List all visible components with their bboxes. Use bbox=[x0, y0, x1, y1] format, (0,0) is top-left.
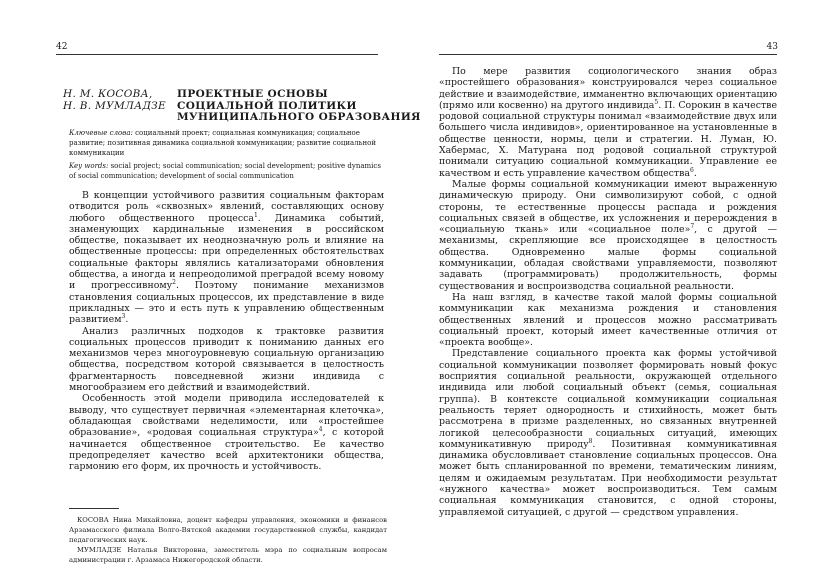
paragraph-text: , с которой начинается общественное строительство. Ее качество предопределяет качество всей архитектоники общества, гармонию его форм, их прочность и устойчивость. bbox=[69, 427, 385, 473]
paragraph-text: , с другой — механизмы, скрепляющие все происходящее в целостность общества. Одновременно малые формы социальной коммуникации, обладая свойствами управляемости, позволяют задавать (программировать) продолжительность, формы существования и воспроизводства социальной реальности. bbox=[439, 224, 778, 292]
footnote-ref: 1 bbox=[253, 211, 258, 219]
paragraph-text: . Динамика событий, знаменующих кардинальные изменения в российском обществе, показывает их неоднозначную роль и влияние на общественные процессы: при определенных обстоятельствах социальные факторы являлись катализаторами обновления общества, а иногда и непреодолимой преградой всему новому и прогрессивному bbox=[69, 212, 384, 292]
body-paragraph bbox=[69, 393, 384, 472]
footnote-ref: 5 bbox=[654, 98, 659, 106]
body-paragraph bbox=[439, 179, 777, 292]
paragraph-text: На наш взгляд, в качестве такой малой формы социальной коммуникации как механизма рождения и становления общественных явлений и процессов можно рассматривать социальный проект, который имеет качественные отличия от «проекта вообще». bbox=[439, 291, 777, 349]
keywords-label: Key words: bbox=[69, 162, 109, 170]
author-name: Н. М. КОСОВА, bbox=[63, 88, 153, 100]
paragraph-text: . bbox=[693, 167, 697, 179]
footnote-rule bbox=[69, 508, 119, 509]
title-line: СОЦИАЛЬНОЙ ПОЛИТИКИ bbox=[177, 99, 357, 112]
author-footnotes bbox=[69, 515, 387, 565]
paragraph-text: . П. Сорокин в качестве родовой социальной структуры понимал «взаимодействие двух или большего числа индивидов», ориентированное на установленные в обществе ценности, нормы, цели и стратегии. Н. Луман, Ю. Хабермас, Х. Матурана под родовой социальной структурой понимали ситуацию социальной коммуникации. Управление ее качеством и есть управление качеством общества bbox=[439, 99, 777, 179]
author-name: Н. В. МУМЛАДЗЕ bbox=[63, 99, 166, 112]
title-line: ПРОЕКТНЫЕ ОСНОВЫ bbox=[177, 88, 328, 100]
left-body-text bbox=[69, 190, 384, 472]
keywords-text: social project; social communication; social development; positive dynamics of social communication; development of social communication bbox=[69, 162, 381, 180]
article-title bbox=[177, 88, 421, 124]
paragraph-text: Малые формы социальной коммуникации имеют выраженную динамическую природу. Они символизируют собой, с одной стороны, те естественные процессы распада и рождения социальных связей в обществе, их усложнения и перерождения в «социальную ткань» или «социальное поле» bbox=[439, 178, 777, 236]
article-authors bbox=[63, 89, 166, 112]
header-rule-left bbox=[56, 54, 378, 55]
right-page bbox=[410, 0, 820, 580]
page-number-left: 42 bbox=[56, 42, 68, 52]
footnote-ref: 8 bbox=[588, 437, 593, 445]
right-body-text bbox=[439, 66, 777, 518]
body-paragraph bbox=[439, 348, 777, 517]
footnote-ref: 4 bbox=[318, 426, 323, 434]
footnote-ref: 6 bbox=[689, 166, 694, 174]
author-footnote: МУМЛАДЗЕ Наталья Викторовна, заместитель мэра по социальным вопросам администрации г. Арзамаса Нижегородской области. bbox=[69, 546, 387, 564]
body-paragraph bbox=[69, 190, 384, 326]
page-number-right: 43 bbox=[766, 42, 778, 52]
body-paragraph bbox=[439, 66, 777, 179]
keywords-english bbox=[69, 161, 389, 181]
paragraph-text: Представление социального проекта как формы устойчивой социальной коммуникации позволяет формировать новый фокус восприятия социальной реальности, окружающей отдельного индивида или любой социальный объект (семья, социальная группа). В контексте социальной коммуникации социальная реальность теряет однородность и стихийность, может быть рассмотрена в призме разделенных, но связанных внутренней логикой целесообразности социальных ситуаций, имеющих коммуникативную природу bbox=[439, 348, 777, 450]
paragraph-text: . Поэтому понимание механизмов становления социальных процессов, их представление в виде прикладных — это и есть путь к управлению общественным развитием bbox=[69, 280, 384, 326]
author-footnote: КОСОВА Нина Михайловна, доцент кафедры управления, экономики и финансов Арзамасского филиала Волго-Вятской академии государственной службы, кандидат педагогических наук. bbox=[69, 516, 387, 544]
paragraph-text: По мере развития социологического знания образ «простейшего образования» конструировался через социальное действие и взаимодействие, имманентно включающих ориентацию (прямо или косвенно) на другого индивида bbox=[439, 66, 777, 111]
body-paragraph bbox=[439, 292, 777, 348]
paragraph-text: Особенность этой модели приводила исследователей к выводу, что существует первичная «элементарная клеточка», обладающая свойствами неделимости, или «простейшее образование», «родовая социальная структура» bbox=[69, 393, 384, 439]
footnote-ref: 7 bbox=[690, 223, 695, 231]
paragraph-text: . Позитивная коммуникативная динамика обусловливает становление социальных процессов. Она может быть спланированной по времени, тематическим линиям, целям и ожидаемым результатам. При необходимости результат «нужного качества» может воспроизводиться. Тем самым социальная коммуникация становится, с одной стороны, управляемой ситуацией, с другой — средством управления. bbox=[439, 438, 777, 518]
header-rule-right bbox=[439, 54, 777, 55]
paragraph-text: В концепции устойчивого развития социальным факторам отводится роль «сквозных» явлений, составляющих основу любого общественного процесса bbox=[69, 190, 384, 224]
footnote-ref: 2 bbox=[172, 279, 176, 287]
footnote-ref: 3 bbox=[121, 313, 126, 321]
keywords-text: социальный проект; социальная коммуникация; социальное развитие; позитивная динамика социальной коммуникации; развитие социальной коммуникации bbox=[69, 129, 377, 157]
keywords-russian bbox=[69, 128, 389, 158]
body-paragraph bbox=[69, 326, 384, 394]
paragraph-text: . bbox=[125, 314, 129, 326]
title-line: МУНИЦИПАЛЬНОГО ОБРАЗОВАНИЯ bbox=[177, 111, 421, 123]
keywords-label: Ключевые слова: bbox=[69, 129, 133, 137]
paragraph-text: Анализ различных подходов к трактовке развития социальных процессов приводит к пониманию данных его механизмов через многоуровневую социальную организацию общества, посредством которой связывается в целостность фрагментарность повседневной жизни индивида с многообразием его действий и взаимодействий. bbox=[69, 325, 384, 394]
